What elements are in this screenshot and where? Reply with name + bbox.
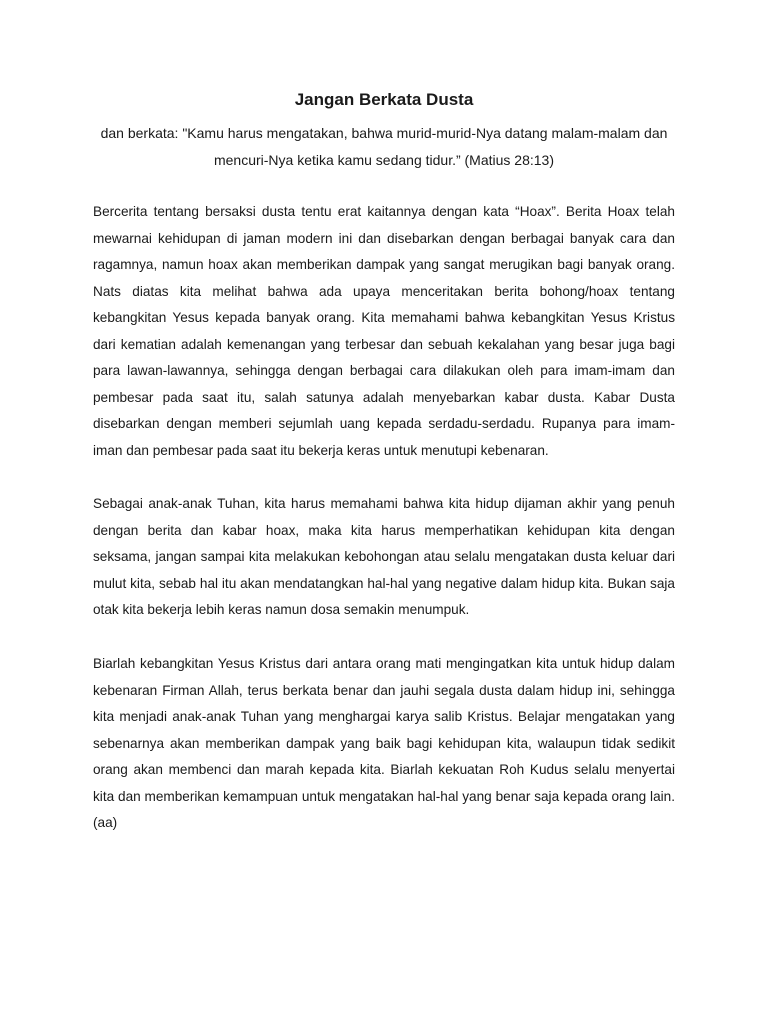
document-title: Jangan Berkata Dusta bbox=[294, 90, 474, 109]
paragraph-3: Biarlah kebangkitan Yesus Kristus dari antara orang mati mengingatkan kita untuk hidup dalam kebenaran Firman Allah, terus berkata benar dan jauhi segala dusta dalam hidup ini, sehingga kita menjadi anak-anak Tuhan yang menghargai karya salib Kristus. Belajar mengatakan yang sebenarnya akan memberikan dampak yang baik bagi kehidupan kita, walaupun tidak sedikit orang akan membenci dan marah kepada kita. Biarlah kekuatan Roh Kudus selalu menyertai kita dan memberikan kemampuan untuk mengatakan hal-hal yang benar saja kepada orang lain. (aa) bbox=[93, 656, 675, 830]
paragraph-1: Bercerita tentang bersaksi dusta tentu erat kaitannya dengan kata “Hoax”. Berita Hoax telah mewarnai kehidupan di jaman modern ini dan disebarkan dengan berbagai banyak cara dan ragamnya, namun hoax akan memberikan dampak yang sangat merugikan bagi banyak orang. Nats diatas kita melihat bahwa ada upaya menceritakan berita bohong/hoax tentang kebangkitan Yesus kepada banyak orang. Kita memahami bahwa kebangkitan Yesus Kristus dari kematian adalah kemenangan yang terbesar dan sebuah kekalahan yang besar juga bagi para lawan-lawannya, sehingga dengan berbagai cara dilakukan oleh para imam-imam dan pembesar pada saat itu, salah satunya adalah menyebarkan kabar dusta. Kabar Dusta disebarkan dengan memberi sejumlah uang kepada serdadu-serdadu. Rupanya para imam-iman dan pembesar pada saat itu bekerja keras untuk menutupi kebenaran. bbox=[93, 204, 675, 458]
paragraph-2: Sebagai anak-anak Tuhan, kita harus memahami bahwa kita hidup dijaman akhir yang penuh dengan berita dan kabar hoax, maka kita harus memperhatikan kehidupan kita dengan seksama, jangan sampai kita melakukan kebohongan atau selalu mengatakan dusta keluar dari mulut kita, sebab hal itu akan mendatangkan hal-hal yang negative dalam hidup kita. Bukan saja otak kita bekerja lebih keras namun dosa semakin menumpuk. bbox=[93, 496, 675, 617]
scripture-verse: dan berkata: "Kamu harus mengatakan, bahwa murid-murid-Nya datang malam-malam dan mencuri-Nya ketika kamu sedang tidur.” (Matius 28:13) bbox=[100, 125, 668, 168]
